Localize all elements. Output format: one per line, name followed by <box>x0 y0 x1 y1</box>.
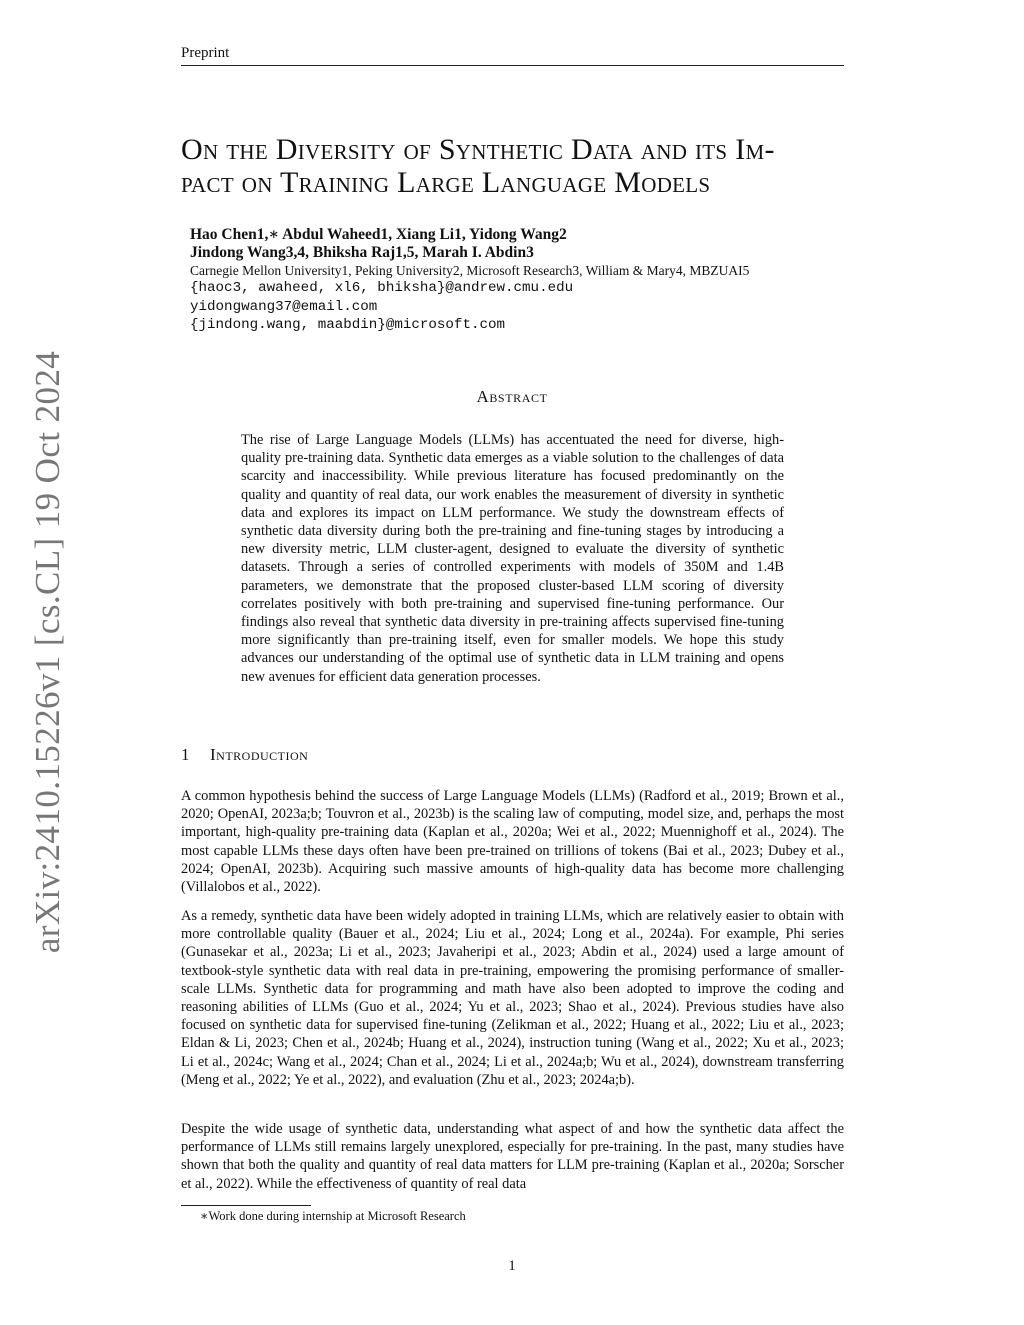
paragraph-1: A common hypothesis behind the success of Large Language Models (LLMs) (Radford et al., 2019; Brown et al., 2020; OpenAI, 2023a;b; Touvron et al., 2023b) is the scaling law of computing, model size, and, perhaps the most important, high-quality pre-training data (Kaplan et al., 2020a; Wei et al., 2022; Muennighoff et al., 2024). The most capable LLMs these days often have been pre-trained on trillions of tokens (Bai et al., 2023; Dubey et al., 2024; OpenAI, 2023b). Acquiring such massive amounts of high-quality data has become more challenging (Villalobos et al., 2022). <box>181 788 844 896</box>
footnote-rule <box>181 1205 311 1206</box>
authors-line-2: Jindong Wang3,4, Bhiksha Raj1,5, Marah I. Abdin3 <box>190 244 534 261</box>
abstract-text: The rise of Large Language Models (LLMs) has accentuated the need for diverse, high-quality pre-training data. Synthetic data emerges as a viable solution to the challenges of data scarcity and inaccessibility. While previous literature has focused predominantly on the quality and quantity of real data, our work enables the measurement of diversity in synthetic data and explores its impact on LLM performance. We study the downstream effects of synthetic data diversity during both the pre-training and fine-tuning stages by introducing a new diversity metric, LLM cluster-agent, designed to evaluate the diversity of synthetic datasets. Through a series of controlled experiments with models of 350M and 1.4B parameters, we demonstrate that the proposed cluster-based LLM scoring of diversity correlates positively with both pre-training and supervised fine-tuning performance. Our findings also reveal that synthetic data diversity in pre-training affects supervised fine-tuning more significantly than pre-training itself, even for smaller models. We hope this study advances our understanding of the optimal use of synthetic data in LLM training and opens new avenues for efficient data generation processes. <box>241 432 784 685</box>
authors-line-1: Hao Chen1,∗ Abdul Waheed1, Xiang Li1, Yidong Wang2 <box>190 226 567 243</box>
author-block <box>190 226 840 335</box>
paragraph-2: As a remedy, synthetic data have been widely adopted in training LLMs, which are relatively easier to obtain with more controllable quality (Bauer et al., 2024; Liu et al., 2024; Long et al., 2024a). For example, Phi series (Gunasekar et al., 2023a; Li et al., 2023; Javaheripi et al., 2023; Abdin et al., 2024) used a large amount of textbook-style synthetic data with real data in pre-training, empowering the promising performance of smaller-scale LLMs. Synthetic data for programming and math have also been adopted to improve the coding and reasoning abilities of LLMs (Guo et al., 2024; Yu et al., 2023; Shao et al., 2024). Previous studies have also focused on synthetic data for supervised fine-tuning (Zelikman et al., 2022; Huang et al., 2022; Liu et al., 2023; Eldan & Li, 2023; Chen et al., 2024b; Huang et al., 2024), instruction tuning (Wang et al., 2022; Xu et al., 2023; Li et al., 2024c; Wang et al., 2024; Chan et al., 2024; Li et al., 2024a;b; Wu et al., 2024), downstream transferring (Meng et al., 2022; Ye et al., 2022), and evaluation (Zhu et al., 2023; 2024a;b). <box>181 908 844 1088</box>
paragraph-3: Despite the wide usage of synthetic data, understanding what aspect of and how the synthetic data affect the performance of LLMs still remains largely unexplored, especially for pre-training. In the past, many studies have shown that both the quality and quantity of real data matters for LLM pre-training (Kaplan et al., 2020a; Sorscher et al., 2022). While the effectiveness of quantity of real data <box>181 1121 844 1192</box>
email-line-2: yidongwang37@email.com <box>190 298 378 315</box>
title-line-1: On the Diversity of Synthetic Data and its Im- <box>181 133 775 166</box>
arxiv-stamp: arXiv:2410.15226v1 [cs.CL] 19 Oct 2024 <box>28 350 67 954</box>
title-line-2: pact on Training Large Language Models <box>181 166 711 199</box>
section-heading <box>181 745 308 765</box>
affiliations: Carnegie Mellon University1, Peking University2, Microsoft Research3, William & Mary4, MBZUAI5 <box>190 263 750 278</box>
running-header: Preprint <box>181 45 230 61</box>
section-title: Introduction <box>210 745 309 764</box>
email-line-1: {haoc3, awaheed, xl6, bhiksha}@andrew.cmu.edu <box>190 280 574 296</box>
section-number: 1 <box>181 745 190 764</box>
abstract-heading: Abstract <box>476 387 548 406</box>
paper-title <box>181 133 844 199</box>
email-line-3: {jindong.wang, maabdin}@microsoft.com <box>190 317 506 333</box>
footnote: ∗Work done during internship at Microsoft Research <box>200 1209 466 1223</box>
header-rule <box>181 65 844 66</box>
page-number: 1 <box>508 1258 516 1274</box>
